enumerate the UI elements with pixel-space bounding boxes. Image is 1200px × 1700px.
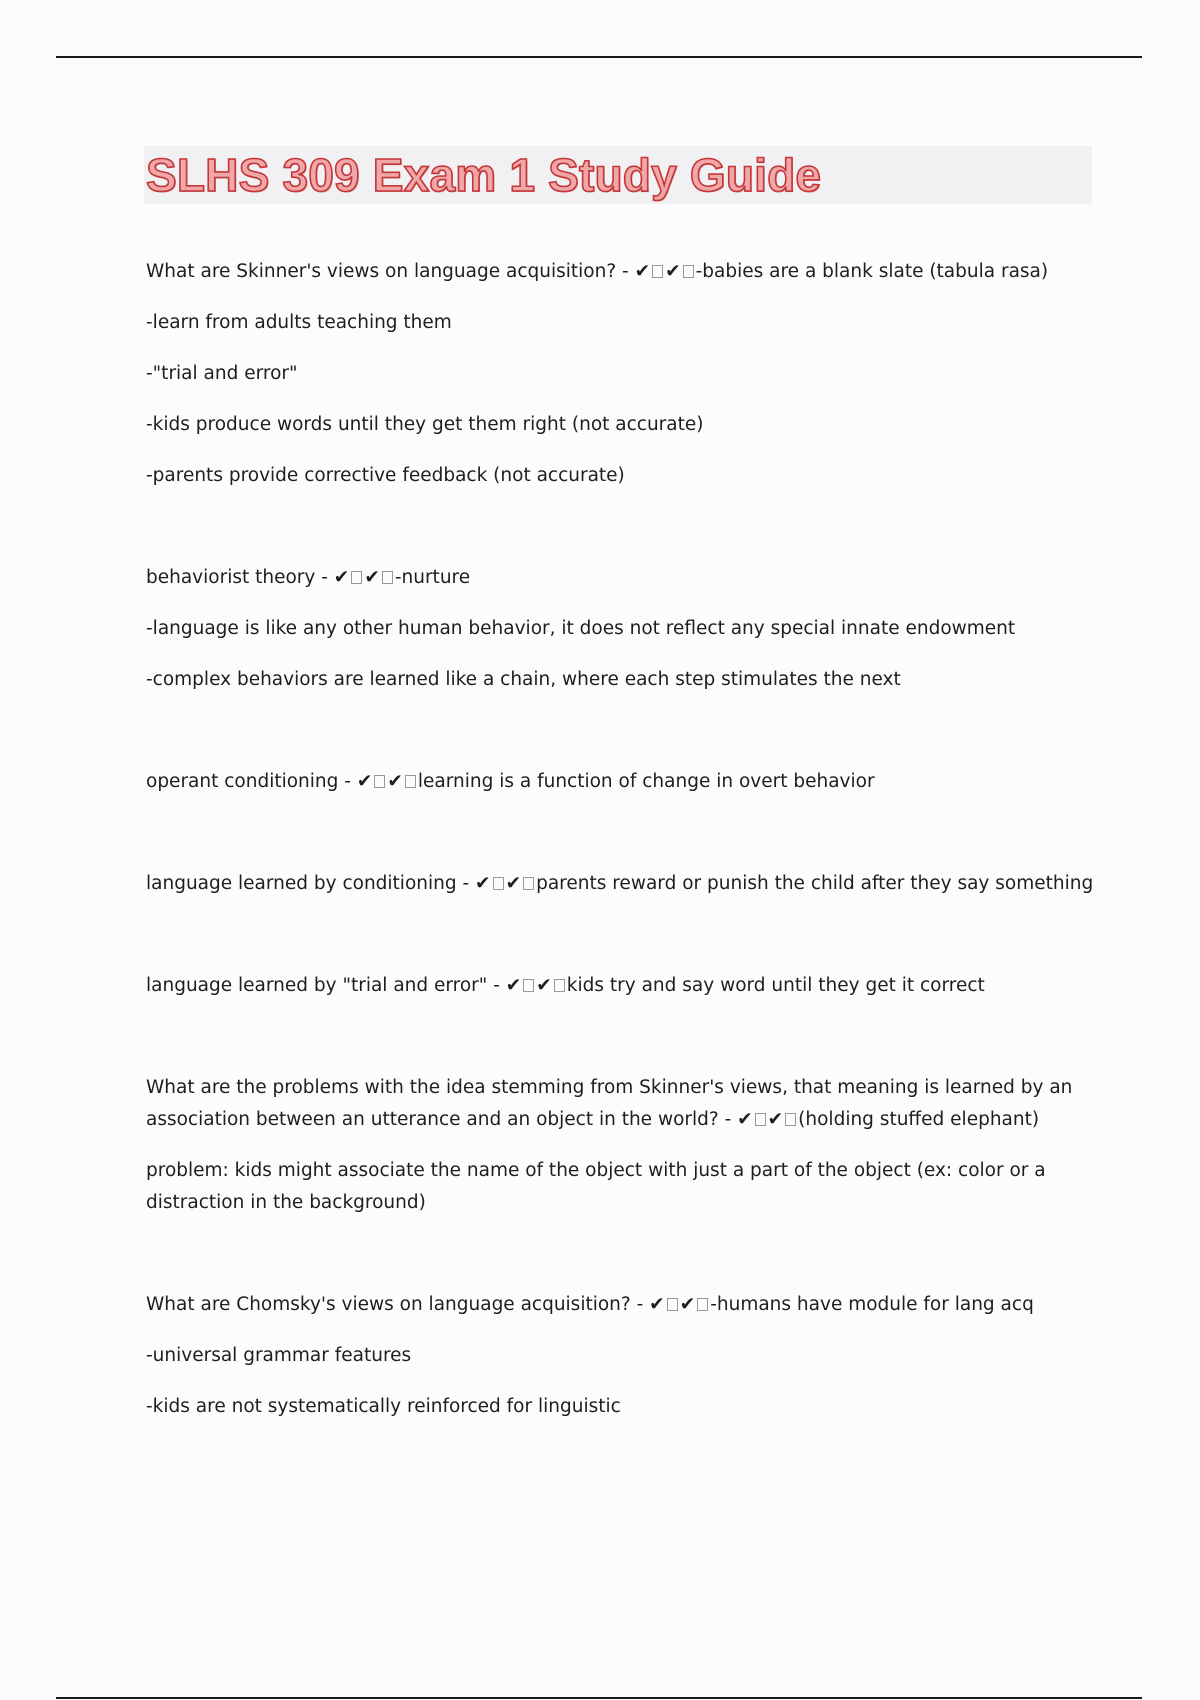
check-icon: ✔ xyxy=(767,1109,784,1130)
check-icon: ✔ xyxy=(387,771,403,792)
detail-line: -universal grammar features xyxy=(146,1345,412,1366)
box-icon xyxy=(755,1113,766,1126)
check-icon: ✔ xyxy=(665,261,681,282)
box-icon xyxy=(554,979,565,992)
qa-line xyxy=(146,766,1096,798)
box-icon xyxy=(652,265,663,278)
study-guide-content xyxy=(146,256,1096,1423)
qa-line xyxy=(146,1289,1096,1321)
answer-text: -nurture xyxy=(394,567,471,588)
box-icon xyxy=(683,265,694,278)
answer-text: (holding stuffed elephant) xyxy=(798,1109,1040,1130)
detail-line: -complex behaviors are learned like a chain, where each step stimulates the next xyxy=(146,669,901,690)
check-icon: ✔ xyxy=(737,1109,753,1130)
qa-line xyxy=(146,970,1096,1002)
box-icon xyxy=(697,1298,708,1311)
question-text: What are Skinner's views on language acquisition? xyxy=(146,261,617,282)
box-icon xyxy=(493,877,504,890)
question-text: operant conditioning xyxy=(146,771,339,792)
check-icon: ✔ xyxy=(679,1294,696,1315)
box-icon xyxy=(523,979,534,992)
box-icon xyxy=(374,775,385,788)
answer-separator: - xyxy=(315,567,334,588)
answer-text: -babies are a blank slate (tabula rasa) xyxy=(695,261,1049,282)
qa-line xyxy=(146,256,1096,288)
check-icon: ✔ xyxy=(364,567,380,588)
check-icon: ✔ xyxy=(634,261,651,282)
answer-text: learning is a function of change in overt behavior xyxy=(417,771,875,792)
question-text: language learned by "trial and error" xyxy=(146,975,488,996)
qa-line xyxy=(146,562,1096,594)
detail-line: -kids produce words until they get them right (not accurate) xyxy=(146,414,704,435)
bottom-rule xyxy=(56,1697,1142,1699)
detail-line: problem: kids might associate the name of the object with just a part of the object (ex: color or a distraction in the background) xyxy=(146,1160,1046,1213)
check-icon: ✔ xyxy=(333,567,350,588)
answer-separator: - xyxy=(338,771,357,792)
check-icon: ✔ xyxy=(475,873,491,894)
box-icon xyxy=(382,571,393,584)
answer-separator: - xyxy=(630,1294,650,1315)
qa-line xyxy=(146,868,1096,900)
answer-text: kids try and say word until they get it correct xyxy=(566,975,985,996)
box-icon xyxy=(351,571,362,584)
detail-line: -language is like any other human behavior, it does not reflect any special innate endowment xyxy=(146,618,1016,639)
document-title: SLHS 309 Exam 1 Study Guide xyxy=(146,149,822,201)
qa-line xyxy=(146,1072,1096,1136)
detail-line: -parents provide corrective feedback (not accurate) xyxy=(146,465,625,486)
box-icon xyxy=(523,877,534,890)
question-text: language learned by conditioning xyxy=(146,873,457,894)
check-icon: ✔ xyxy=(356,771,373,792)
answer-separator: - xyxy=(456,873,476,894)
box-icon xyxy=(667,1298,678,1311)
check-icon: ✔ xyxy=(649,1294,665,1315)
answer-separator: - xyxy=(487,975,506,996)
box-icon xyxy=(785,1113,796,1126)
answer-text: -humans have module for lang acq xyxy=(710,1294,1034,1315)
detail-line: -learn from adults teaching them xyxy=(146,312,452,333)
answer-separator: - xyxy=(718,1109,738,1130)
question-text: What are the problems with the idea stemming from Skinner's views, that meaning is learned by an association between an utterance and an object in the world? xyxy=(146,1077,1073,1130)
answer-separator: - xyxy=(616,261,635,282)
check-icon: ✔ xyxy=(536,975,552,996)
detail-line: -kids are not systematically reinforced for linguistic xyxy=(146,1396,621,1417)
top-rule xyxy=(56,56,1142,58)
question-text: behaviorist theory xyxy=(146,567,316,588)
box-icon xyxy=(405,775,416,788)
check-icon: ✔ xyxy=(505,873,522,894)
detail-line: -"trial and error" xyxy=(146,363,298,384)
answer-text: parents reward or punish the child after they say something xyxy=(536,873,1094,894)
check-icon: ✔ xyxy=(505,975,522,996)
question-text: What are Chomsky's views on language acquisition? xyxy=(146,1294,631,1315)
